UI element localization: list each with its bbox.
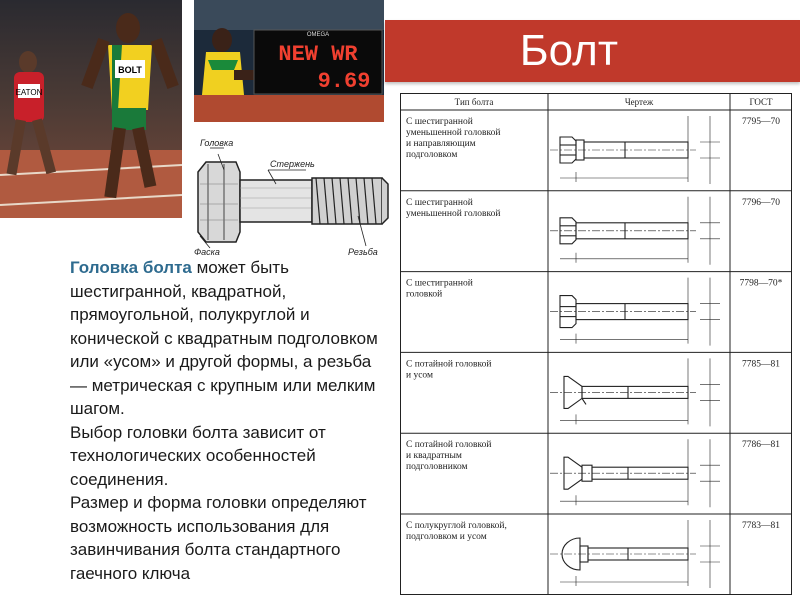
row-type-line: подголовком и усом (406, 532, 487, 542)
label-golovka: Головка (200, 138, 234, 148)
scoreboard-top: NEW WR (278, 42, 358, 67)
sprinters-photo (0, 0, 182, 218)
paragraph-1-text: может быть шестигранной, квадратной, прямоугольной, полукруглой и конической с квадратным подголовком или «усом» и другой формы, а резьба — метрическая с крупным или мелким шагом. (70, 258, 378, 418)
row-type-line: С потайной головкой (406, 440, 492, 451)
row-type-line: головкой (406, 289, 443, 300)
paragraph-3: Размер и форма головки определяют возможность использования для завинчивания болта стандартного гаечного ключа (70, 493, 367, 583)
paragraph-2: Выбор головки болта зависит от технологических особенностей соединения. (70, 422, 326, 489)
row-type-line: С потайной головкой (406, 359, 492, 370)
row-type-line: уменьшенной головкой (406, 128, 501, 138)
row-type-line: и направляющим (406, 139, 476, 149)
label-rezba: Резьба (348, 247, 378, 256)
header-type: Тип болта (454, 97, 494, 107)
row-gost: 7796—70 (742, 197, 780, 208)
row-type-line: С полукруглой головкой, (406, 521, 507, 531)
header-gost: ГОСТ (749, 97, 773, 107)
row-type-line: С шестигранной (406, 197, 473, 208)
highlight-term: Головка болта (70, 258, 192, 277)
row-gost: 7798—70* (739, 278, 783, 289)
row-gost: 7785—81 (742, 359, 780, 370)
runner-bib-1: BOLT (118, 65, 142, 75)
scoreboard-brand: OMEGA (306, 32, 330, 38)
row-type-line: С шестигранной (406, 278, 473, 289)
row-type-line: С шестигранной (406, 117, 473, 127)
row-gost: 7783—81 (742, 521, 780, 531)
row-gost: 7786—81 (742, 440, 780, 451)
row-type-line: и усом (406, 370, 434, 381)
runner-bib-2: EATON (15, 88, 43, 97)
bolt-diagram (188, 124, 400, 256)
page-title: Болт (519, 26, 618, 75)
title-bar (385, 20, 800, 82)
row-type-line: и квадратным (406, 451, 462, 462)
paragraph-1 (8, 256, 390, 421)
scoreboard-photo (194, 0, 384, 122)
scoreboard-bottom: 9.69 (317, 69, 371, 94)
bolt-types-table (400, 93, 792, 595)
row-type-line: подголовком (406, 150, 458, 160)
header-drawing: Чертеж (624, 97, 654, 107)
row-type-line: уменьшенной головкой (406, 208, 501, 219)
label-sterzhen: Стержень (270, 159, 315, 169)
row-type-line: подголовником (406, 462, 468, 473)
label-faska: Фаска (194, 247, 220, 256)
row-gost: 7795—70 (742, 117, 780, 127)
body-text (8, 256, 390, 585)
